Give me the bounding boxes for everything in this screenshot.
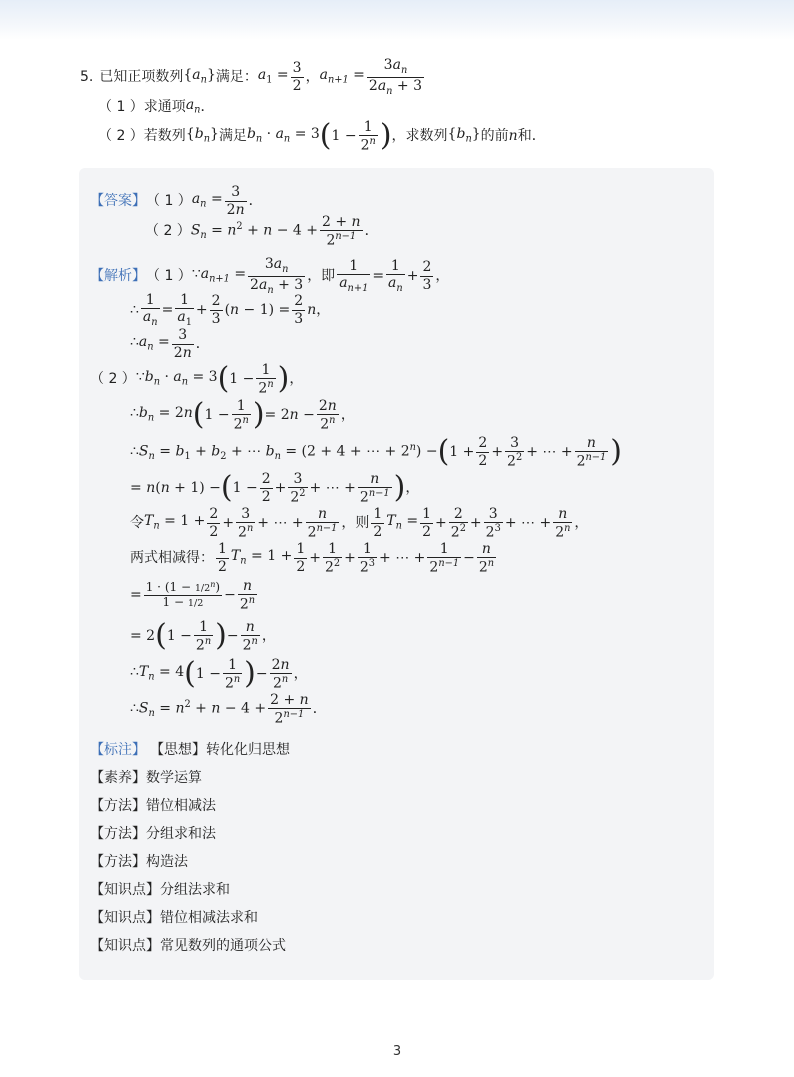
analysis-ze: ，则 xyxy=(341,515,370,531)
stem-mid: 满足： xyxy=(215,69,258,85)
math-a1: $a_1$ = xyxy=(257,67,289,86)
problem-stem: 5. 已知正项数列 $\{a_n\}$ 满足： $a_1$ = $\frac{3}{2}$ ， $a_{n+1}$ = $\frac{3a_n}{2a_n + 3}$ xyxy=(80,57,423,97)
answer-line1: 【答案】 （ 1 ） $a_n$ = $\frac{3}{2n}$ ． xyxy=(90,184,263,218)
notes-item: 【知识点】常见数列的通项公式 xyxy=(90,938,286,954)
math-frac: $\frac{3a_n}{2a_n + 3}$ xyxy=(368,57,423,97)
problem-part1: （ 1 ）求通项 $a_n$ ． xyxy=(98,97,215,116)
part2-text: （ 2 ）若数列 xyxy=(98,128,186,144)
stem-text: 已知正项数列 xyxy=(99,69,184,85)
analysis-line12: $\therefore T_n = 4$ ( 1 − $\frac{1}{2^n}$ ) − $\frac{2n}{2^n}$ ， xyxy=(130,656,308,692)
analysis-line9: 两式相减得： $\frac{1}{2}$ $T_n = 1$ + $\frac{1}{2}$ + $\frac{1}{2^2}$ + $\frac{1}{2^3}$ + ⋯ + $\frac{1}{2^{n-1}}$ − $\frac{n}{2^n}$ xyxy=(130,540,495,576)
analysis-line3: $\therefore a_n$ = $\frac{3}{2n}$ ． xyxy=(130,327,210,361)
answer-line2: （ 2 ） $S_n = n^2 + n - 4$ + $\frac{2 + n}{2^{n-1}}$ ． xyxy=(145,213,379,249)
analysis-line13: $\therefore S_n = n^2 + n - 4$ + $\frac{2 + n}{2^{n-1}}$ ． xyxy=(130,691,327,727)
analysis-line5: $\therefore b_n = 2n$ ( 1 − $\frac{1}{2^n}$ ) = 2n − $\frac{2n}{2^n}$ ， xyxy=(130,397,355,433)
problem-number: 5. xyxy=(80,69,94,85)
notes-item: 【方法】构造法 xyxy=(90,854,188,870)
notes-first: 【思想】转化化归思想 xyxy=(150,742,290,758)
analysis-liangshi: 两式相减得： xyxy=(130,550,214,566)
notes-item: 【方法】错位相减法 xyxy=(90,798,216,814)
analysis-tag: 【解析】 xyxy=(90,268,146,284)
notes-line1 xyxy=(90,743,290,757)
analysis-p2: （ 2 ） xyxy=(90,371,136,387)
notes-item: 【方法】分组求和法 xyxy=(90,826,216,842)
part2-suffix: ，求数列 xyxy=(391,128,448,144)
analysis-line11: = 2 ( 1 − $\frac{1}{2^n}$ ) − $\frac{n}{2^n}$ ， xyxy=(130,618,276,654)
math-recursion: $a_{n+1}$ = xyxy=(319,67,365,86)
analysis-line8: 令 $T_n = 1$ + $\frac{2}{2}$ + $\frac{3}{2^n}$ + ⋯ + $\frac{n}{2^{n-1}}$ ，则 $\frac{1}{2}$ $T_n$ = $\frac{1}{2}$ + $\frac{2}{2^2}$ + $\frac{3}{2^3}$ + ⋯ + $\frac{n}{2^n}$ ， xyxy=(130,505,589,541)
notes-item: 【知识点】分组法求和 xyxy=(90,882,230,898)
answer-p2: （ 2 ） xyxy=(145,223,191,239)
analysis-ling: 令 xyxy=(130,515,144,531)
analysis-line1: 【解析】 （ 1 ） $\because a_{n+1}$ = $\frac{3a_n}{2a_n + 3}$ ，即 $\frac{1}{a_{n+1}}$ = $\frac{1}{a_n}$ + $\frac{2}{3}$ ， xyxy=(90,256,450,296)
notes-item: 【知识点】错位相减法求和 xyxy=(90,910,258,926)
header-band xyxy=(0,0,794,40)
notes-item: 【素养】数学运算 xyxy=(90,770,202,786)
page-number: 3 xyxy=(392,1044,402,1059)
analysis-p1: （ 1 ） xyxy=(146,268,192,284)
analysis-line6: $\therefore S_n = b_1 + b_2$ + ⋯ $b_n = (2 + 4$ + ⋯ + $2^n$) − ( 1 + $\frac{2}{2}$ + $\frac{3}{2^2}$ + ⋯ + $\frac{n}{2^{n-1}}$ ) xyxy=(130,434,622,470)
notes-tag: 【标注】 xyxy=(90,742,146,758)
problem-part2: （ 2 ）若数列 $\{b_n\}$ 满足 $b_n \cdot a_n = 3$ ( 1 − $\frac{1}{2^n}$ ) ，求数列 $\{b_n\}$ 的前 n 和． xyxy=(98,118,546,154)
part2-mid: 满足 xyxy=(218,128,247,144)
answer-p1: （ 1 ） xyxy=(146,193,192,209)
part2-suffix: 的前 xyxy=(480,128,509,144)
analysis-ji: ，即 xyxy=(307,268,336,284)
math-set: $\{a_n\}$ xyxy=(183,67,216,86)
analysis-line10: = $\frac{1 \cdot (1 - 1/2^n)}{1 - 1/2}$ − $\frac{n}{2^n}$ xyxy=(130,577,256,613)
part1-text: （ 1 ）求通项 xyxy=(98,98,186,115)
analysis-line2: ∴ $\frac{1}{a_n}$ = $\frac{1}{a_1}$ + $\frac{2}{3}$ (n − 1) = $\frac{2}{3}$ n ， xyxy=(130,291,331,328)
part2-suffix: 和． xyxy=(517,128,546,144)
analysis-line4: （ 2 ） $\because b_n \cdot a_n = 3$ ( 1 − $\frac{1}{2^n}$ ) ， xyxy=(90,361,304,397)
math-frac: $\frac{3}{2}$ xyxy=(292,60,302,94)
answer-tag: 【答案】 xyxy=(90,193,146,209)
analysis-line7: = n(n + 1) − ( 1 − $\frac{2}{2}$ + $\frac{3}{2^2}$ + ⋯ + $\frac{n}{2^{n-1}}$ ) ， xyxy=(130,470,420,506)
